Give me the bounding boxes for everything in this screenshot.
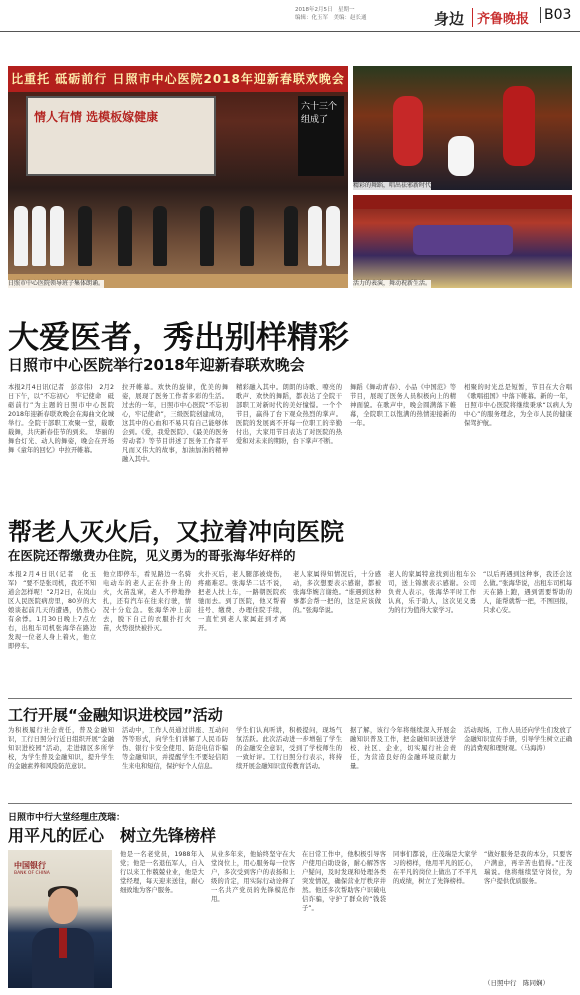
dance-photo-caption: 精彩的舞蹈，唱出祛邪新时代 (353, 182, 432, 189)
screen-text: 情人有情 选模板嫁健康 (34, 110, 159, 124)
section-title: 身边 (434, 10, 465, 28)
article2-column: “以后再遇到这种事，我还会这么做。”张海华说，出租车司机每天在路上跑，遇到需要帮助的人，能帮就帮一把，不图回报，只求心安。 (483, 571, 572, 614)
bank-logo-english: BANK OF CHINA (14, 871, 50, 876)
performer (308, 206, 322, 266)
stage-screen (413, 225, 513, 255)
article4-column: “做好服务是我的本分，只要客户满意，再辛苦也值得。”庄茂瑞说。他将继续坚守岗位，为客户提供优质服务。 (484, 851, 572, 885)
article2-column: 他立即停车，看见路边一名骑电动车的老人正在扑身上的火，火苗乱窜，老人不停地挣扎，还有汽车在往来行驶，情况十分危急。张海华冲上前去，脱下自己的衣服扑打火苗，火势很快被扑灭。 (103, 571, 191, 632)
dancer (448, 136, 474, 176)
editor-text: 编辑：化玉军 美编：赵长通 (295, 15, 367, 21)
article1-subhead: 日照市中心医院举行2018年迎新春联欢晚会 (8, 356, 305, 374)
date-text: 2018年2月5日 星期一 (295, 7, 355, 13)
stage-banner: 比重托 砥砺前行 日照市中心医院2018年迎新春联欢晚会 (8, 66, 348, 92)
article1-column: 精彩融入其中。朗朗的诗歌、嘹亮的歌声、欢快的舞蹈，都表达了全院干部职工对新时代的美好憧憬。一个个节目，赢得了台下观众热烈的掌声。医院的发展离不开每一位职工的辛勤付出，大家用节目表达了对医院的热爱和对未来的期盼，台下掌声不断。 (236, 384, 342, 445)
bank-logo-text: 中国银行 (14, 861, 46, 870)
article2-subhead: 在医院还帮缴费办住院，见义勇为的哥张海华好样的 (8, 548, 296, 563)
article4-kicker: 日照市中行大堂经理庄茂瑞： (8, 813, 126, 823)
performer (32, 206, 46, 266)
article4-column: 在日常工作中，他积极引导客户使用自助设备，耐心解答客户疑问，及时发现和处理各类突发情况，确保营业厅秩序井然。他还多次帮助客户识破电信诈骗，守护了群众的“钱袋子”。 (302, 851, 386, 912)
article1-column: 舞蹈《舞动青春》、小品《中国范》等节目，展现了医务人员积极向上的精神面貌。在歌声中，晚会圆满落下帷幕，全院职工以饱满的热情迎接新的一年。 (350, 384, 456, 427)
dancer (503, 86, 535, 166)
section-divider (8, 698, 572, 699)
article1-column: 相聚的时光总是短暂，节目在大合唱《歌唱祖国》中落下帷幕。新的一年，日照市中心医院将继续秉承“以病人为中心”的服务理念，为全市人民的健康保驾护航。 (464, 384, 572, 427)
performer (50, 206, 64, 266)
performer (153, 206, 167, 266)
performer (200, 206, 214, 266)
article4-column: 同事们都说，庄茂瑞是大家学习的榜样，他用平凡的匠心，在平凡的岗位上做出了不平凡的成绩，树立了先锋榜样。 (393, 851, 477, 885)
date-line (295, 6, 435, 22)
masthead (0, 0, 580, 32)
article3-column: 为积极履行社会责任，普及金融知识，工行日照分行近日组织开展“金融知识进校园”活动，走进辖区多所学校，为学生普及金融知识，提升学生的金融素养和风险防范意识。 (8, 727, 114, 770)
article1-column: 拉开帷幕。欢快的旋律，优美的舞姿，展现了医务工作者多彩的生活。过去的一年，日照市中心医院“不忘初心，牢记使命”，三级医院创建成功，这其中的心血和不易只有自己能够体会到。《爱，我爱医院》、《最美的医务劳动者》等节目讲述了医务工作者平凡而又伟大的故事，加油加油的精神融入其中。 (122, 384, 228, 463)
performer (14, 206, 28, 266)
performer (118, 206, 132, 266)
portrait-face (48, 888, 78, 924)
article4-column: 他是一名老党员，1988年入党；他是一名退伍军人，自入行以来工作兢兢业业，他是大堂经理，每天迎来送往，耐心细致地为客户服务。 (120, 851, 204, 894)
stage-performers (8, 196, 348, 276)
stage-screen-side: 六十三个 组成了 (298, 96, 344, 176)
article4-headline: 用平凡的匠心 树立先锋榜样 (8, 826, 217, 845)
article3-column: 活动中，工作人员通过讲座、互动问答等形式，向学生们讲解了人民币防伪、银行卡安全使用、防范电信诈骗等金融知识，并提醒学生不要轻信陌生来电和短信，保护好个人信息。 (122, 727, 228, 770)
performer (240, 206, 254, 266)
article2-column: 老人的家属特意找到出租车公司，送上锦旗表示感谢。公司负责人表示，张海华平时工作认真，乐于助人，这次见义勇为的行为值得大家学习。 (388, 571, 476, 614)
article3-column: 学生们认真听讲，积极提问，现场气氛活跃。此次活动进一步增强了学生的金融安全意识，受到了学校师生的一致好评。工行日照分行表示，将持续开展金融知识宣传教育活动。 (236, 727, 342, 770)
portrait-photo (8, 850, 112, 988)
article2-column: 火扑灭后，老人腿部被烧伤，疼痛难忍。张海华二话不说，把老人扶上车，一路朝医院疾驰而去。到了医院，他又帮着挂号、缴费、办理住院手续，一直忙到老人家属赶到才离开。 (198, 571, 286, 632)
portrait-tie (59, 928, 67, 958)
dancer (393, 96, 423, 166)
article3-column: 活动现场，工作人员还向学生们发放了金融知识宣传手册，引导学生树立正确的消费观和理财观。（马海涛） (464, 727, 572, 752)
article2-column: 老人家属得知情况后，十分感动，多次想要表示感谢，都被张海华婉言谢绝。“谁遇到这种事都会帮一把的，这是应该做的。”张海华说。 (293, 571, 381, 614)
performance-banner (353, 195, 572, 209)
newspaper-logo: 齐鲁晚报 (472, 8, 529, 27)
article4-credit: （日照中行 陈同娴） (484, 979, 549, 987)
performance-photo-caption: 活力的表演，舞动祝新生活。 (353, 280, 432, 287)
performance-photo (353, 195, 572, 288)
performer (284, 206, 298, 266)
main-photo-caption: 日照市中心医院领导班子集体朗诵。 (8, 280, 105, 287)
main-photo (8, 66, 348, 288)
performer (78, 206, 92, 266)
stage-screen (26, 96, 216, 176)
section-divider (8, 803, 572, 804)
article1-column: 本报2月4日讯(记者 彭彦伟) 2月2日下午，以“不忘初心 牢记使命 砥砺前行”为主题的日照市中心医院2018年迎新春联欢晚会在海曲文化城举行。全院干部职工欢聚一堂，载歌载舞，共庆新春佳节的到来。 华丽的舞台灯光、动人的舞姿，晚会在开场舞《童年的回忆》中拉开帷幕。 (8, 384, 114, 454)
article3-headline: 工行开展“金融知识进校园”活动 (8, 706, 223, 724)
page-number: B03 (540, 7, 571, 23)
dance-photo (353, 66, 572, 190)
performer (326, 206, 340, 266)
article2-headline: 帮老人灭火后，又拉着冲向医院 (8, 517, 344, 546)
article4-column: 从业多年来，他始终坚守在大堂岗位上，用心服务每一位客户，多次受到客户的表扬和上级的肯定，用实际行动诠释了一名共产党员的先锋模范作用。 (211, 851, 295, 903)
article3-column: 据了解，该行今年将继续深入开展金融知识普及工作，把金融知识送进学校、社区、企业，切实履行社会责任，为营造良好的金融环境贡献力量。 (350, 727, 456, 770)
article1-headline: 大爱医者，秀出别样精彩 (8, 320, 349, 356)
article2-column: 本报2月4日讯(记者 化玉军) “要不是张司机，我还不知道会怎样呢！”2月2日，在岚山区人民医院病房里，80岁的大娘谈起前几天的遭遇，仍然心有余悸。1月30日晚上7点左右，出租车司机张海华在路边发现一位老人身上着火，他立即停车。 (8, 571, 96, 650)
